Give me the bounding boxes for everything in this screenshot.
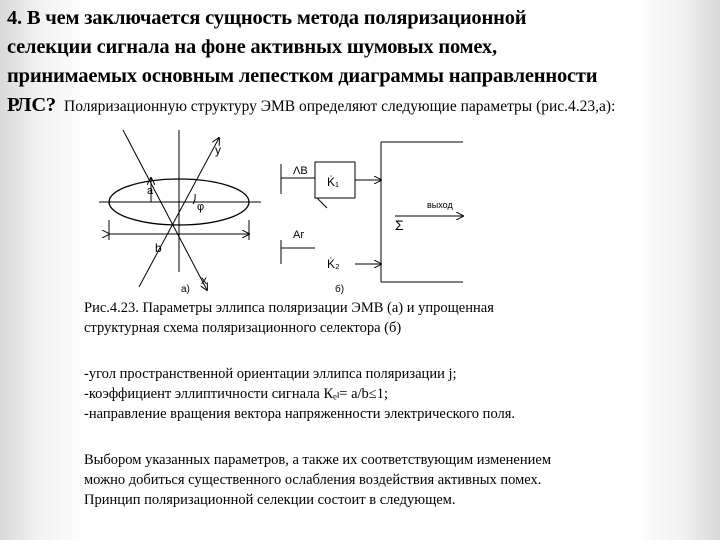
k2-label: K̇₂ (327, 257, 340, 271)
list-item: -коэффициент эллиптичности сигнала Кₑₗ= a/b≤1; (84, 386, 389, 402)
title-line: селекции сигнала на фоне активных шумовых помех, (7, 36, 497, 58)
part-a-label: а) (181, 284, 190, 295)
intro-text: Поляризационную структуру ЭМВ определяют следующие параметры (рис.4.23,а): (64, 98, 616, 115)
figure-image (95, 122, 467, 300)
sum-symbol: Σ (395, 217, 404, 233)
title-line: принимаемых основным лепестком диаграммы направленности (7, 65, 598, 87)
parameters-list (84, 364, 515, 424)
output-label: выход (427, 200, 453, 210)
a-label: a (147, 185, 154, 197)
part-b-label: б) (335, 284, 345, 295)
x-axis (123, 130, 207, 290)
list-item: -направление вращения вектора напряженности электрического поля. (84, 406, 516, 422)
phi-label: φ (197, 201, 205, 213)
title-line: 4. В чем заключается сущность метода поляризационной (7, 7, 527, 29)
ellipse-diagram (99, 130, 261, 295)
lambda-g-label: Аг (293, 229, 305, 241)
x-label: x (201, 273, 207, 287)
figure-svg (95, 122, 467, 300)
lambda-v-label: ΛВ (293, 165, 308, 177)
b-label: b (155, 241, 162, 255)
y-label: y (215, 143, 221, 157)
list-item: -угол пространственной ориентации эллипса поляризации j; (84, 366, 457, 382)
conclusion-text: Выбором указанных параметров, а также их соответствующим изменением можно добиться существенного ослабления воздействия активных помех. Принцип поляризационной селекции состоит в следующем. (84, 452, 552, 508)
selector-diagram (281, 142, 463, 295)
figure-caption: Рис.4.23. Параметры эллипса поляризации ЭМВ (а) и упрощенная структурная схема поляризационного селектора (б) (84, 300, 494, 336)
title-line: РЛС? (7, 94, 56, 116)
k1-label: K̇₁ (327, 175, 340, 189)
